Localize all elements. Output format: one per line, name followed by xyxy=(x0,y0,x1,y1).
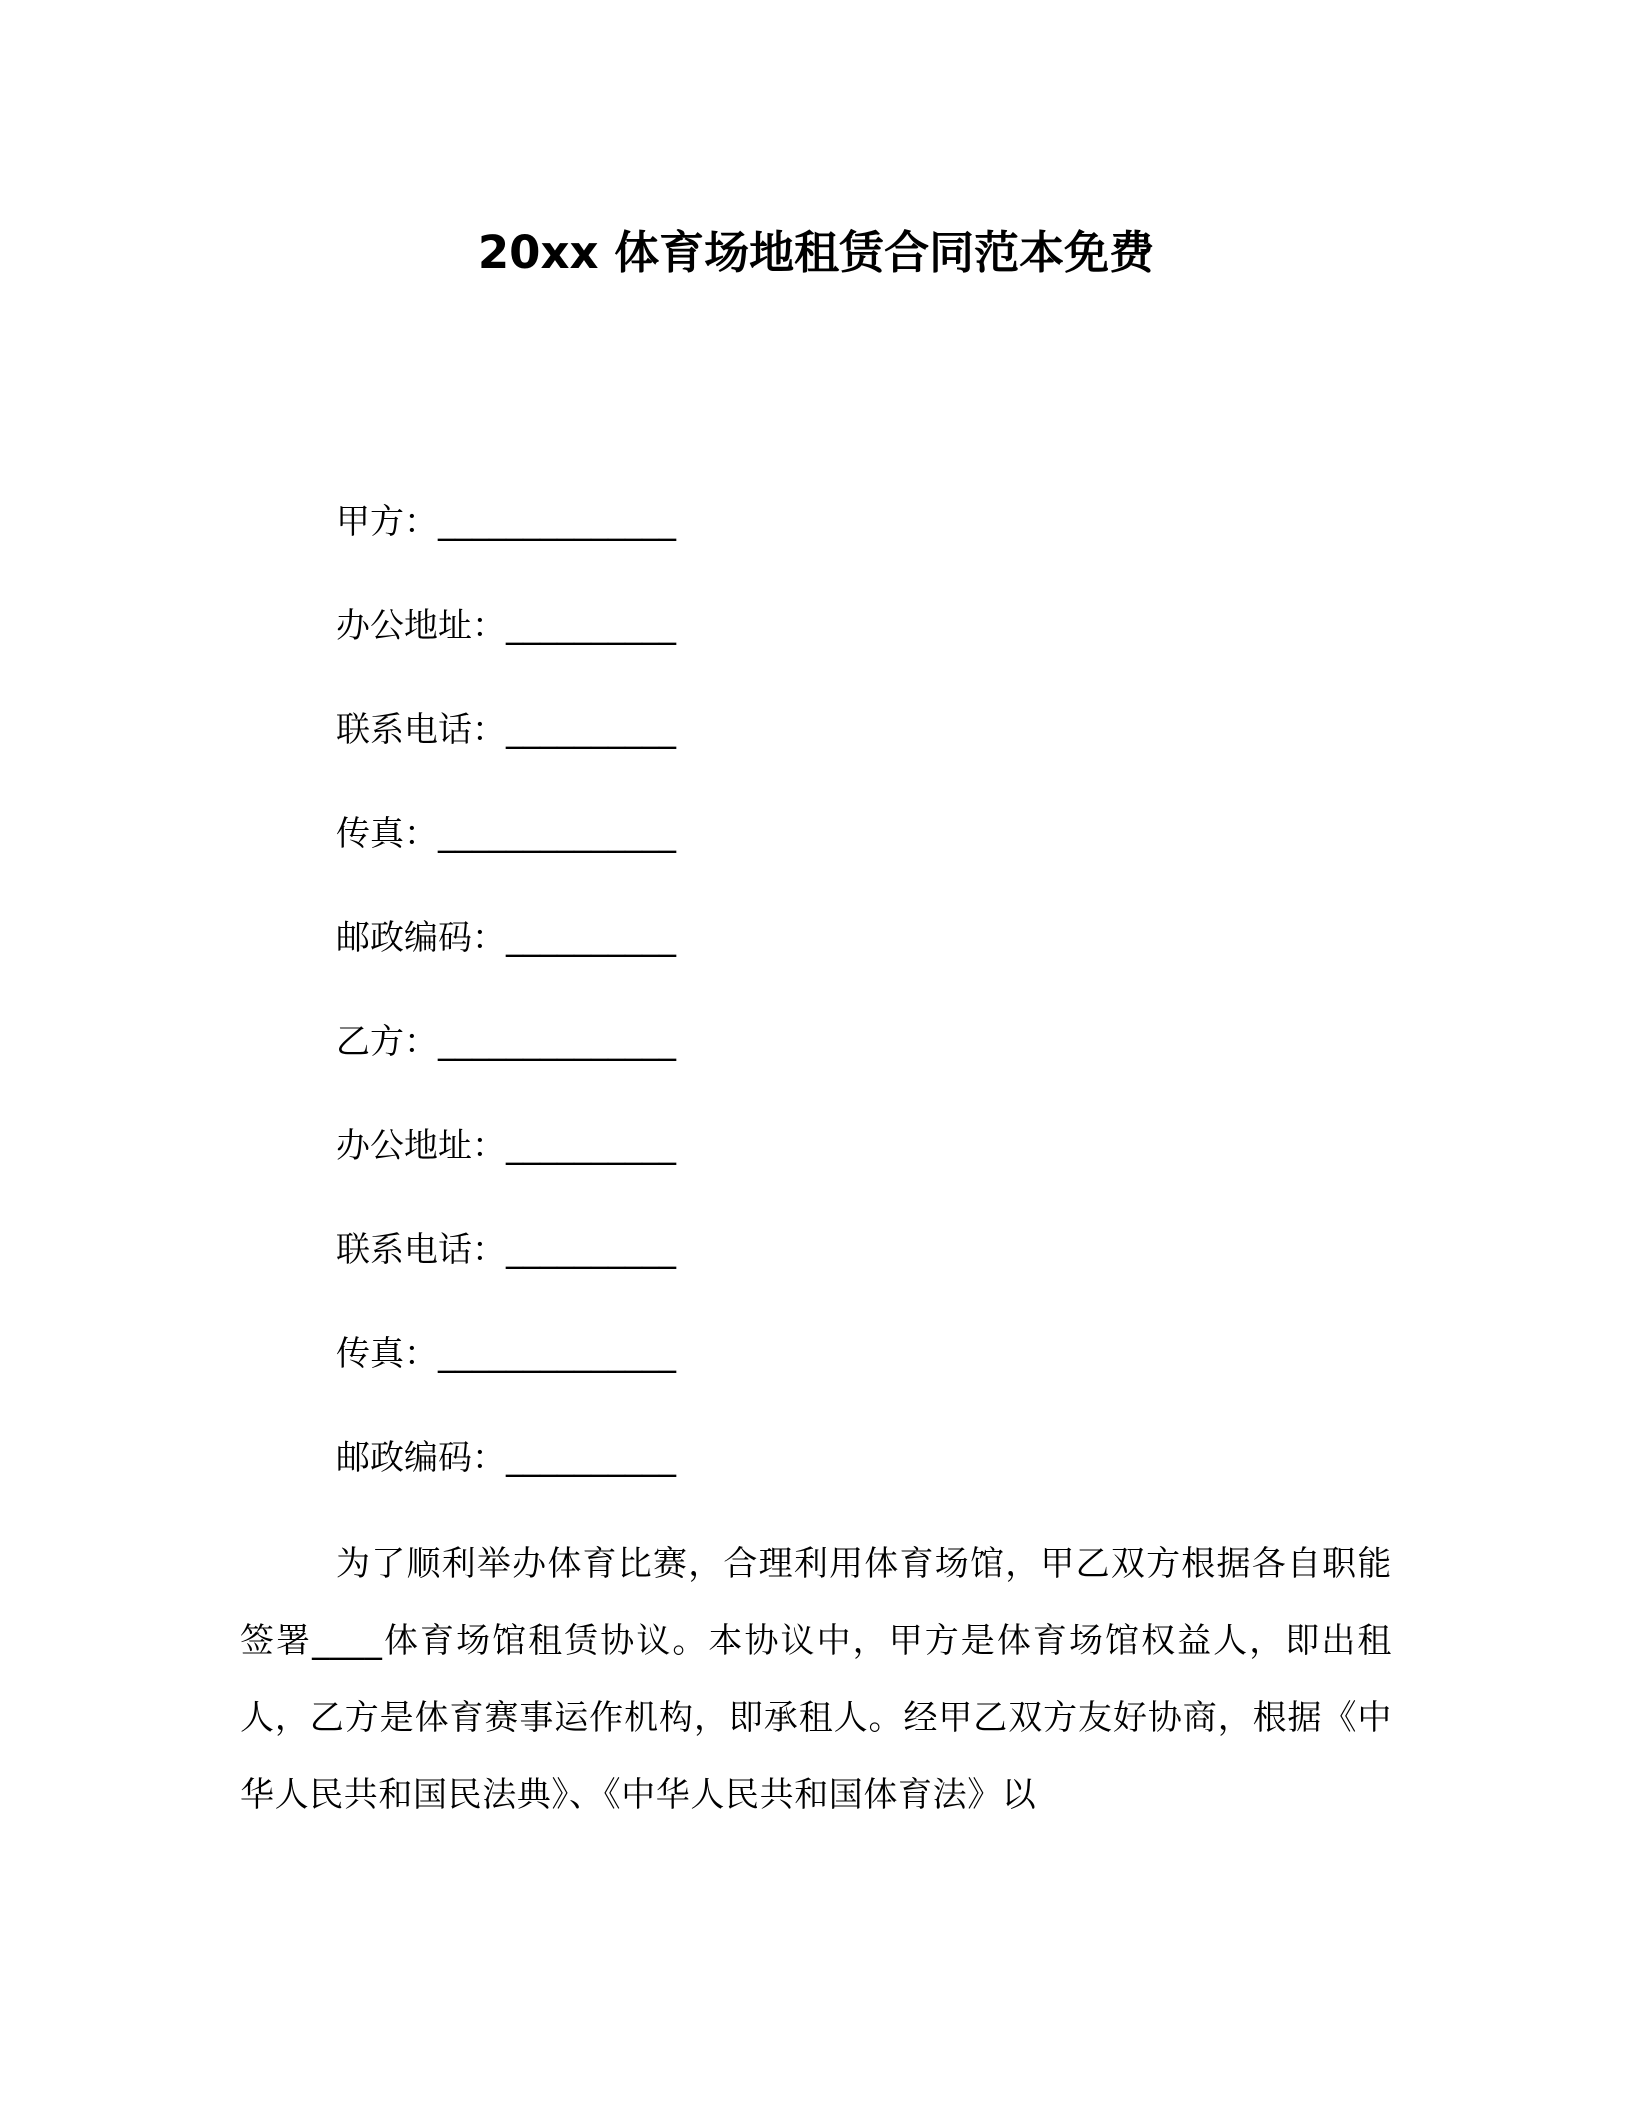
field-label: 传真： xyxy=(336,1334,438,1374)
party-a-postcode-field xyxy=(336,908,1396,1012)
field-blank: __________ xyxy=(506,710,676,750)
party-a-phone-field xyxy=(336,700,1396,804)
party-b-phone-field xyxy=(336,1220,1396,1324)
field-blank: ______________ xyxy=(438,1334,676,1374)
field-label: 联系电话： xyxy=(336,710,506,750)
party-b-address-field xyxy=(336,1116,1396,1220)
field-label: 办公地址： xyxy=(336,1126,506,1166)
field-label: 联系电话： xyxy=(336,1230,506,1270)
field-blank: __________ xyxy=(506,918,676,958)
party-a-address-field xyxy=(336,596,1396,700)
field-blank: __________ xyxy=(506,1438,676,1478)
party-info-fields xyxy=(336,492,1396,1532)
party-b-fax-field xyxy=(336,1324,1396,1428)
field-label: 乙方： xyxy=(336,1022,438,1062)
document-title: 20xx 体育场地租赁合同范本免费 xyxy=(477,226,1155,279)
field-label: 甲方： xyxy=(336,502,438,542)
field-blank: ______________ xyxy=(438,1022,676,1062)
field-blank: ______________ xyxy=(438,814,676,854)
agreement-intro-paragraph: 为了顺利举办体育比赛，合理利用体育场馆，甲乙双方根据各自职能签署____体育场馆租赁协议。本协议中，甲方是体育场馆权益人，即出租人，乙方是体育赛事运作机构，即承租人。经甲乙双方友好协商，根据《中华人民共和国民法典》、《中华人民共和国体育法》以 xyxy=(240,1544,1392,1815)
field-blank: __________ xyxy=(506,1126,676,1166)
field-label: 邮政编码： xyxy=(336,1438,506,1478)
party-b-postcode-field xyxy=(336,1428,1396,1532)
field-blank: __________ xyxy=(506,1230,676,1270)
field-label: 传真： xyxy=(336,814,438,854)
party-a-fax-field xyxy=(336,804,1396,908)
field-label: 邮政编码： xyxy=(336,918,506,958)
field-label: 办公地址： xyxy=(336,606,506,646)
field-blank: __________ xyxy=(506,606,676,646)
party-b-field xyxy=(336,1012,1396,1116)
party-a-field xyxy=(336,492,1396,596)
field-blank: ______________ xyxy=(438,502,676,542)
